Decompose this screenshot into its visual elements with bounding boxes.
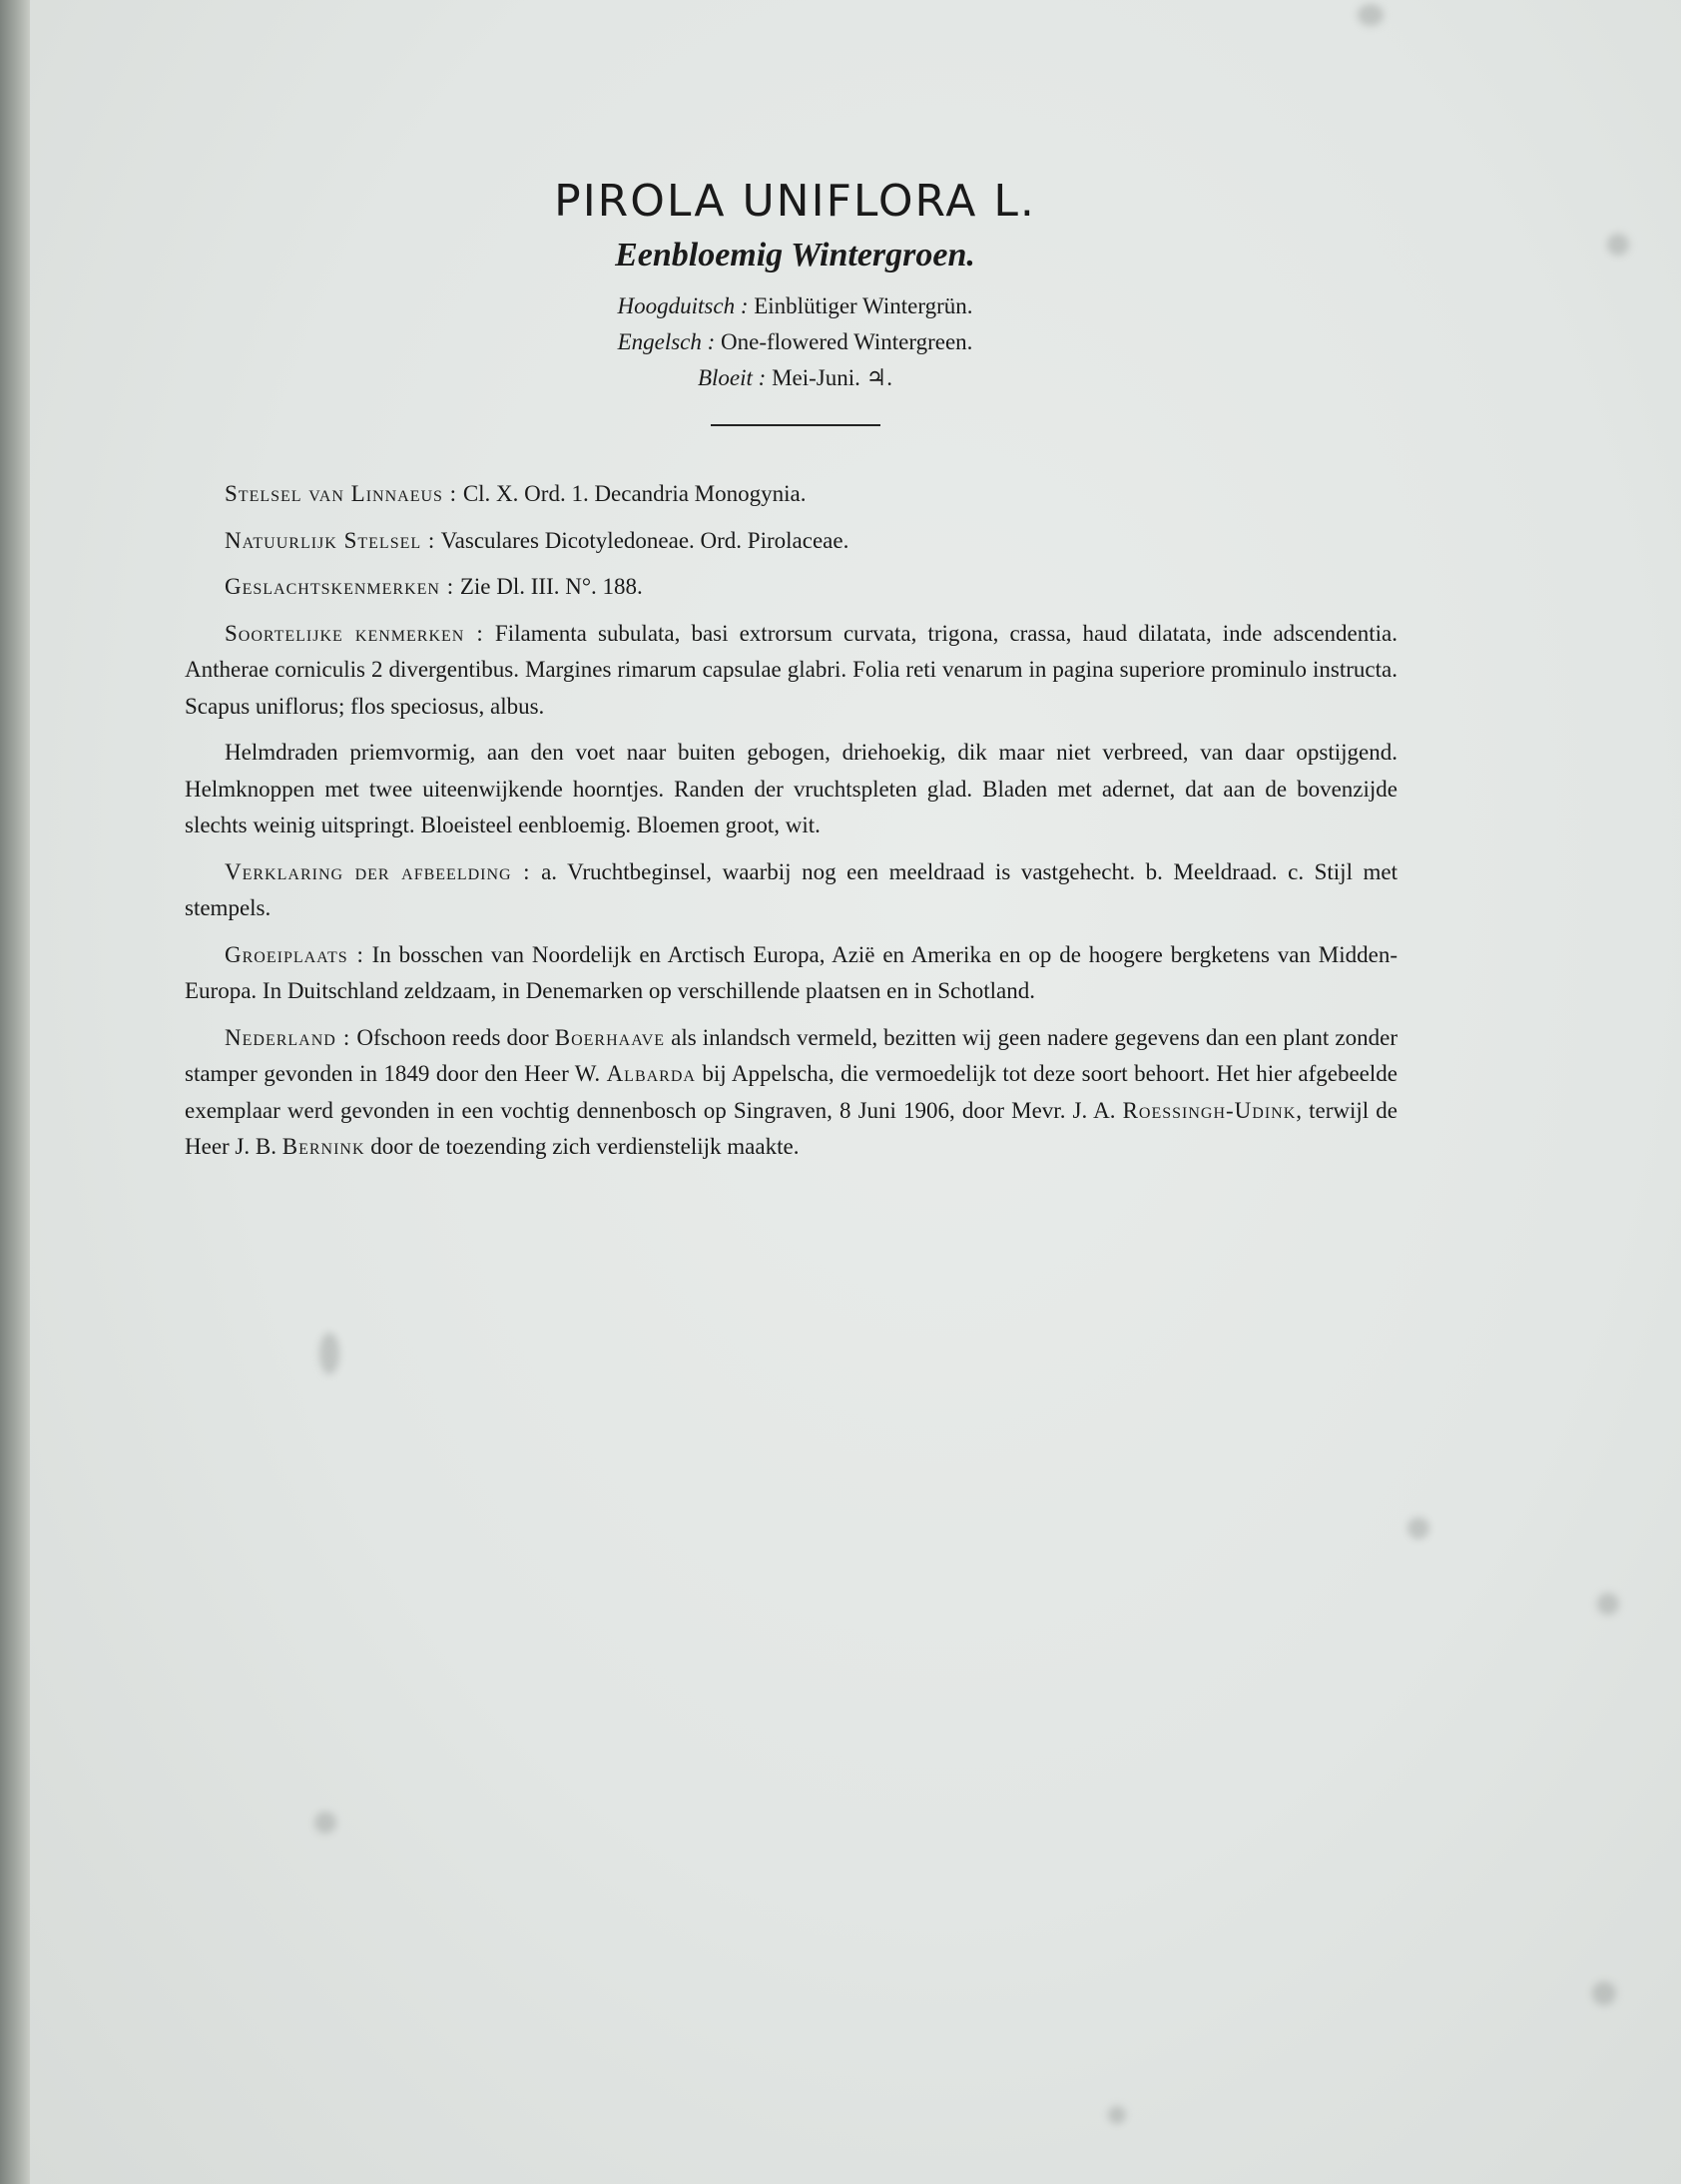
paragraph-text: Ofschoon reeds door bbox=[350, 1024, 555, 1050]
name-line bbox=[193, 288, 1398, 324]
paper-spot bbox=[1358, 4, 1384, 26]
paragraph-text: Cl. X. Ord. 1. Decandria Monogynia. bbox=[457, 481, 807, 506]
name-value: Einblütiger Wintergrün. bbox=[754, 293, 973, 318]
section-heading: Natuurlijk Stelsel : bbox=[225, 527, 436, 553]
paragraph-text: als inlandsch vermeld, bezitten wij geen nadere gegevens dan een plant zonder stamper gevonden in 1849 door den Heer W. bbox=[185, 1024, 1398, 1086]
paragraph-nederland bbox=[185, 1020, 1398, 1166]
paragraph-text: door de toezending zich verdienstelijk maakte. bbox=[364, 1134, 800, 1159]
paragraph-text: Filamenta subulata, basi extrorsum curvata, trigona, crassa, haud dilatata, inde adscendentia. Antherae corniculis 2 divergentibus. Margines rimarum capsulae glabri. Folia reti venarum in pagina superiore prominulo instructa. Scapus uniflorus; flos speciosus, albus. bbox=[185, 620, 1398, 719]
body-text bbox=[185, 476, 1398, 1166]
section-heading: Groeiplaats : bbox=[225, 941, 364, 967]
name-line bbox=[193, 360, 1398, 396]
section-heading: Stelsel van Linnaeus : bbox=[225, 481, 458, 506]
page bbox=[30, 0, 1681, 2184]
title-block bbox=[193, 175, 1398, 426]
person-name: Boerhaave bbox=[554, 1024, 666, 1050]
section-heading: Nederland : bbox=[225, 1024, 351, 1050]
paragraph-linnaeus bbox=[185, 476, 1398, 513]
paper-spot bbox=[1407, 1517, 1429, 1539]
name-line bbox=[193, 324, 1398, 360]
paragraph-habitat bbox=[185, 937, 1398, 1010]
paragraph-text: Helmdraden priemvormig, aan den voet naar buiten gebogen, driehoekig, dik maar niet verbreed, van daar opstijgend. Helmknoppen met twee uiteenwijkende hoorntjes. Randen der vruchtspleten glad. Bladen met adernet, dat aan de bovenzijde slechts weinig uitspringt. Bloeisteel eenbloemig. Bloemen groot, wit. bbox=[185, 740, 1398, 837]
section-heading: Geslachtskenmerken : bbox=[225, 574, 455, 599]
paragraph-text: Vasculares Dicotyledoneae. Ord. Pirolaceae. bbox=[435, 527, 849, 553]
paragraph-text: a. Vruchtbeginsel, waarbij nog een meeldraad is vastgehecht. b. Meeldraad. c. Stijl met stempels. bbox=[185, 858, 1398, 920]
paragraph-species-latin bbox=[185, 616, 1398, 726]
common-names bbox=[193, 288, 1398, 396]
paragraph-text: In bosschen van Noordelijk en Arctisch Europa, Azië en Amerika en op de hoogere bergketens van Midden-Europa. In Duitschland zeldzaam, in Denemarken op verschillende plaatsen en in Schotland. bbox=[185, 941, 1398, 1003]
book-binding-edge bbox=[0, 0, 30, 2184]
page-title: PIROLA UNIFLORA L. bbox=[554, 176, 1036, 227]
paragraph-text: bij Appelscha, die vermoedelijk tot deze soort behoort. Het hier afgebeelde exemplaar werd gevonden in een vochtig dennenbosch op Singraven, 8 Juni 1906, door Mevr. J. A. bbox=[185, 1061, 1398, 1123]
section-heading: Verklaring der afbeelding : bbox=[225, 858, 531, 884]
divider-rule bbox=[711, 424, 880, 426]
page-subtitle: Eenbloemig Wintergroen. bbox=[615, 237, 975, 273]
section-heading: Soortelijke kenmerken : bbox=[225, 620, 484, 646]
person-name: Albarda bbox=[606, 1061, 696, 1086]
paper-spot bbox=[314, 1812, 336, 1834]
paragraph-text: Zie Dl. III. N°. 188. bbox=[454, 574, 643, 599]
paragraph-genus bbox=[185, 569, 1398, 606]
name-value: Mei-Juni. ♃. bbox=[772, 365, 892, 390]
paragraph-text: , terwijl de Heer J. B. bbox=[185, 1097, 1399, 1159]
name-value: One-flowered Wintergreen. bbox=[721, 329, 973, 354]
person-name: Roessingh-Udink bbox=[1122, 1097, 1297, 1123]
paper-spot bbox=[1597, 1593, 1619, 1615]
name-label: Hoogduitsch : bbox=[617, 293, 749, 318]
paper-spot bbox=[1108, 2106, 1126, 2124]
paper-spot bbox=[1592, 1981, 1616, 2005]
paper-spot bbox=[319, 1333, 339, 1374]
paragraph-natural-system bbox=[185, 523, 1398, 560]
name-label: Bloeit : bbox=[697, 365, 767, 390]
paragraph-species-dutch bbox=[185, 735, 1398, 844]
page-content bbox=[185, 175, 1398, 1176]
paragraph-illustration bbox=[185, 854, 1398, 927]
name-label: Engelsch : bbox=[617, 329, 716, 354]
person-name: Bernink bbox=[281, 1134, 365, 1159]
paper-spot bbox=[1607, 234, 1629, 256]
